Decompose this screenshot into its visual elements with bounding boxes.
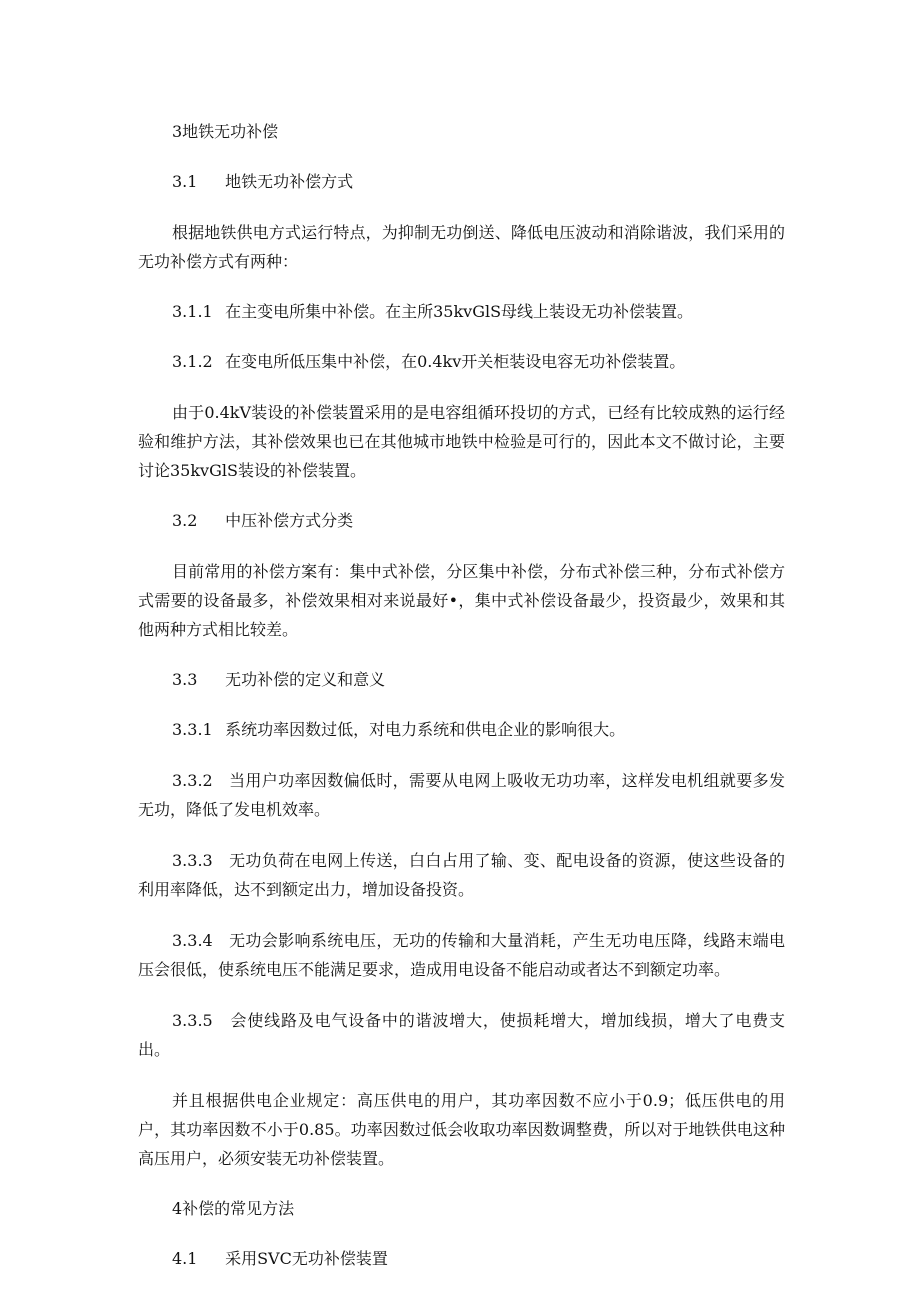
item-3-3-1 <box>138 716 785 744</box>
paragraph-discussion: 由于0.4kV装设的补偿装置采用的是电容组循环投切的方式，已经有比较成熟的运行经验和维护方法，其补偿效果也已在其他城市地铁中检验是可行的，因此本文不做讨论，主要讨论35kvGlS装设的补偿装置。 <box>138 403 785 480</box>
paragraph-classification: 目前常用的补偿方案有：集中式补偿，分区集中补偿，分布式补偿三种，分布式补偿方式需要的设备最多，补偿效果相对来说最好•，集中式补偿设备最少，投资最少，效果和其他两种方式相比较差。 <box>138 562 785 639</box>
subsection-title: 无功补偿的定义和意义 <box>225 670 386 689</box>
item-3-3-3 <box>138 846 785 904</box>
item-number: 3.3.4 <box>172 931 213 950</box>
paragraph-intro: 根据地铁供电方式运行特点，为抑制无功倒送、降低电压波动和消除谐波，我们采用的无功补偿方式有两种： <box>138 223 785 271</box>
item-3-1-1 <box>138 298 785 326</box>
item-number: 3.3.3 <box>172 851 213 870</box>
item-number: 3.3.5 <box>172 1011 213 1030</box>
item-number: 3.1.1 <box>172 302 213 321</box>
subsection-number: 3.1 <box>172 172 198 191</box>
item-text: 会使线路及电气设备中的谐波增大，使损耗增大，增加线损，增大了电费支出。 <box>138 1011 785 1059</box>
item-text: 系统功率因数过低，对电力系统和供电企业的影响很大。 <box>225 720 626 739</box>
item-text: 无功会影响系统电压，无功的传输和大量消耗，产生无功电压降，线路末端电压会很低，使系统电压不能满足要求，造成用电设备不能启动或者达不到额定功率。 <box>138 931 785 979</box>
subsection-title: 采用SVC无功补偿装置 <box>225 1249 388 1268</box>
item-3-3-4 <box>138 926 785 984</box>
subsection-4-1-heading <box>138 1245 785 1273</box>
subsection-3-1-heading <box>138 168 785 196</box>
subsection-number: 3.2 <box>172 511 198 530</box>
subsection-title: 中压补偿方式分类 <box>225 511 354 530</box>
item-number: 3.3.2 <box>172 771 213 790</box>
item-3-1-2 <box>138 348 785 376</box>
subsection-3-3-heading <box>138 666 785 694</box>
item-3-3-2 <box>138 766 785 824</box>
item-text: 无功负荷在电网上传送，白白占用了输、变、配电设备的资源，使这些设备的利用率降低，达不到额定出力，增加设备投资。 <box>138 851 785 899</box>
item-text: 在主变电所集中补偿。在主所35kvGlS母线上装设无功补偿装置。 <box>225 302 694 321</box>
item-number: 3.3.1 <box>172 720 213 739</box>
subsection-number: 3.3 <box>172 670 198 689</box>
item-text: 当用户功率因数偏低时，需要从电网上吸收无功功率，这样发电机组就要多发无功，降低了发电机效率。 <box>138 771 785 819</box>
item-text: 在变电所低压集中补偿，在0.4kv开关柜装设电容无功补偿装置。 <box>225 352 686 371</box>
subsection-title: 地铁无功补偿方式 <box>225 172 354 191</box>
paragraph-regulation: 并且根据供电企业规定：高压供电的用户，其功率因数不应小于0.9；低压供电的用户，其功率因数不小于0.85。功率因数过低会收取功率因数调整费，所以对于地铁供电这种高压用户，必须安装无功补偿装置。 <box>138 1091 785 1168</box>
item-3-3-5 <box>138 1006 785 1064</box>
section-4-heading: 4补偿的常见方法 <box>172 1199 295 1218</box>
item-number: 3.1.2 <box>172 352 213 371</box>
subsection-number: 4.1 <box>172 1249 198 1268</box>
subsection-3-2-heading <box>138 507 785 535</box>
section-3-heading: 3地铁无功补偿 <box>172 122 279 141</box>
